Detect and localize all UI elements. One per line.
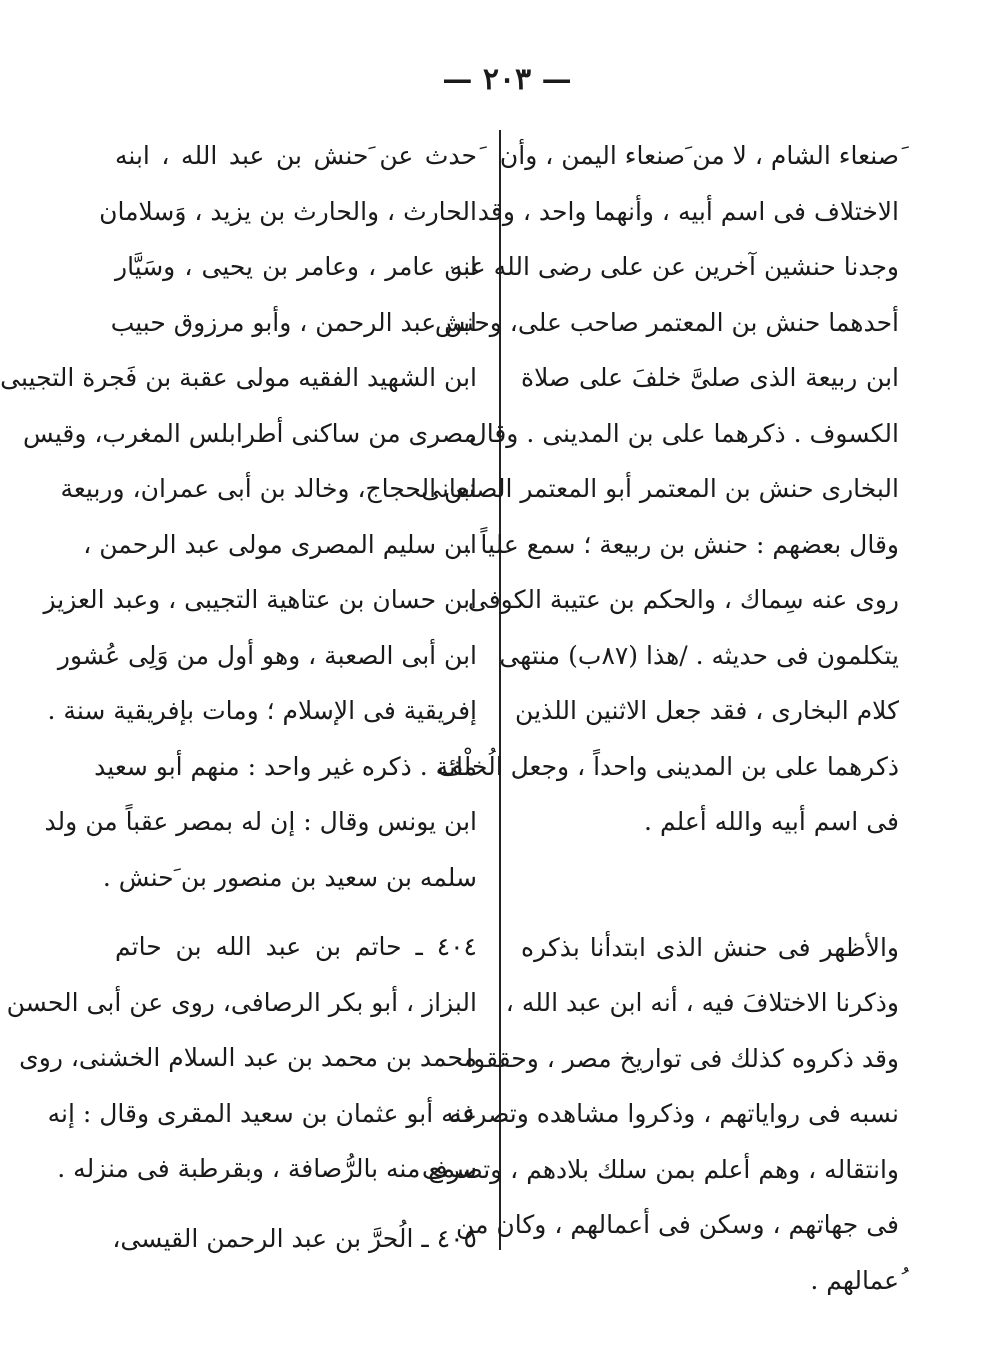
text-line: وقال بعضهم : حنش بن ربيعة ؛ سمع علياً . bbox=[464, 529, 899, 559]
text-line: الكسوف . ذكرهما على بن المدينى . وقال bbox=[468, 418, 899, 448]
text-line: يتكلمون فى حديثه . /هذا (٨٧ب) منتهى bbox=[499, 640, 899, 670]
paragraph bbox=[421, 920, 899, 1309]
text-line: سلمه بن سعيد بن منصور بن َحنش . bbox=[102, 862, 477, 892]
text-line: محمد بن محمد بن عبد السلام الخشنى، روى bbox=[19, 1043, 477, 1072]
text-line: وانتقاله ، وهم أعلم بمن سلك بلادهم ، وتصرف bbox=[421, 1154, 899, 1184]
entry-404 bbox=[6, 919, 477, 1197]
text-line: عنه أبو عثمان بن سعيد المقرى وقال : إنه bbox=[47, 1098, 477, 1128]
page-number: — ٢٠٣ — bbox=[442, 62, 572, 97]
text-line: ُعمالهم . bbox=[810, 1265, 899, 1295]
text-line: الاختلاف فى اسم أبيه ، وأنهما واحد ، وقد bbox=[477, 196, 899, 226]
text-line: إفريقية فى الإسلام ؛ ومات بإفريقية سنة . bbox=[47, 696, 477, 725]
text-line: وجدنا حنشين آخرين عن على رضى الله عنه bbox=[449, 252, 899, 281]
text-line: فى جهاتهم ، وسكن فى أعمالهم ، وكان من bbox=[456, 1210, 899, 1239]
text-line: وذكرنا الاختلافَ فيه ، أنه ابن عبد الله ، bbox=[505, 988, 899, 1017]
paragraph-gap bbox=[115, 905, 477, 919]
text-line: روى عنه سِماك ، والحكم بن عتيبة الكوفى bbox=[467, 585, 899, 614]
paragraph-gap bbox=[521, 850, 899, 920]
text-line: ٤٠٥ ـ الُحرَّ بن عبد الرحمن القيسى، bbox=[112, 1223, 477, 1253]
text-line: َصنعاء الشام ، لا من َصنعاء اليمن ، وأن bbox=[499, 141, 899, 170]
text-line: ابن حسان بن عتاهية التجيبى ، وعبد العزيز bbox=[43, 585, 477, 614]
paragraph bbox=[0, 128, 477, 905]
text-line: ابن الشهيد الفقيه مولى عقبة بن فَجرة التجيبى bbox=[0, 363, 477, 392]
text-line: ابن الحجاج، وخالد بن أبى عمران، وربيعة bbox=[60, 474, 477, 503]
text-line: َحدث عن َحنش بن عبد الله ، ابنه bbox=[115, 141, 477, 170]
text-line: سمع منه بالرُّصافة ، وبقرطبة فى منزله . bbox=[57, 1154, 477, 1183]
text-line: فى اسم أبيه والله أعلم . bbox=[644, 807, 899, 836]
text-line: نسبه فى رواياتهم ، وذكروا مشاهده وتصرفه bbox=[448, 1099, 899, 1128]
text-line: البخارى حنش بن المعتمر أبو المعتمر الصنعانى bbox=[421, 474, 899, 503]
text-line: ذكرهما على بن المدينى واحداً ، وجعل الُخلْف bbox=[437, 751, 899, 781]
right-column bbox=[421, 128, 899, 1308]
text-line: والأظهر فى حنش الذى ابتدأنا بذكره bbox=[521, 932, 899, 962]
text-line: مصرى من ساكنى أطرابلس المغرب، وقيس bbox=[22, 418, 477, 448]
text-line: وقد ذكروه كذلك فى تواريخ مصر ، وحققوا bbox=[466, 1043, 899, 1073]
text-line: البزاز ، أبو بكر الرصافى، روى عن أبى الحسن bbox=[6, 987, 477, 1017]
text-line: ابن سليم المصرى مولى عبد الرحمن ، bbox=[83, 529, 477, 559]
text-line: ابن عبد الرحمن ، وأبو مرزوق حبيب bbox=[110, 307, 477, 337]
entry-405 bbox=[112, 1211, 477, 1267]
text-line: كلام البخارى ، فقد جعل الاثنين اللذين bbox=[515, 696, 899, 725]
text-line: ابن عامر ، وعامر بن يحيى ، وسَيَّار bbox=[115, 252, 477, 281]
text-line: مائة . ذكره غير واحد : منهم أبو سعيد bbox=[94, 751, 477, 781]
paragraph bbox=[421, 128, 899, 850]
paragraph-gap bbox=[115, 1197, 477, 1211]
text-line: ٤٠٤ ـ حاتم بن عبد الله بن حاتم bbox=[115, 932, 477, 961]
left-column bbox=[0, 128, 477, 1266]
text-line: أحدهما حنش بن المعتمر صاحب على، وحنش bbox=[434, 307, 899, 337]
text-line: ابن ربيعة الذى صلىَّ خلفَ على صلاة bbox=[521, 363, 899, 392]
text-line: ابن يونس وقال : إن له بمصر عقباً من ولد bbox=[44, 807, 477, 836]
text-line: ابن أبى الصعبة ، وهو أول من وَلِى عُشور bbox=[57, 640, 477, 670]
text-line: الحارث ، والحارث بن يزيد ، وَسلامان bbox=[99, 196, 477, 226]
